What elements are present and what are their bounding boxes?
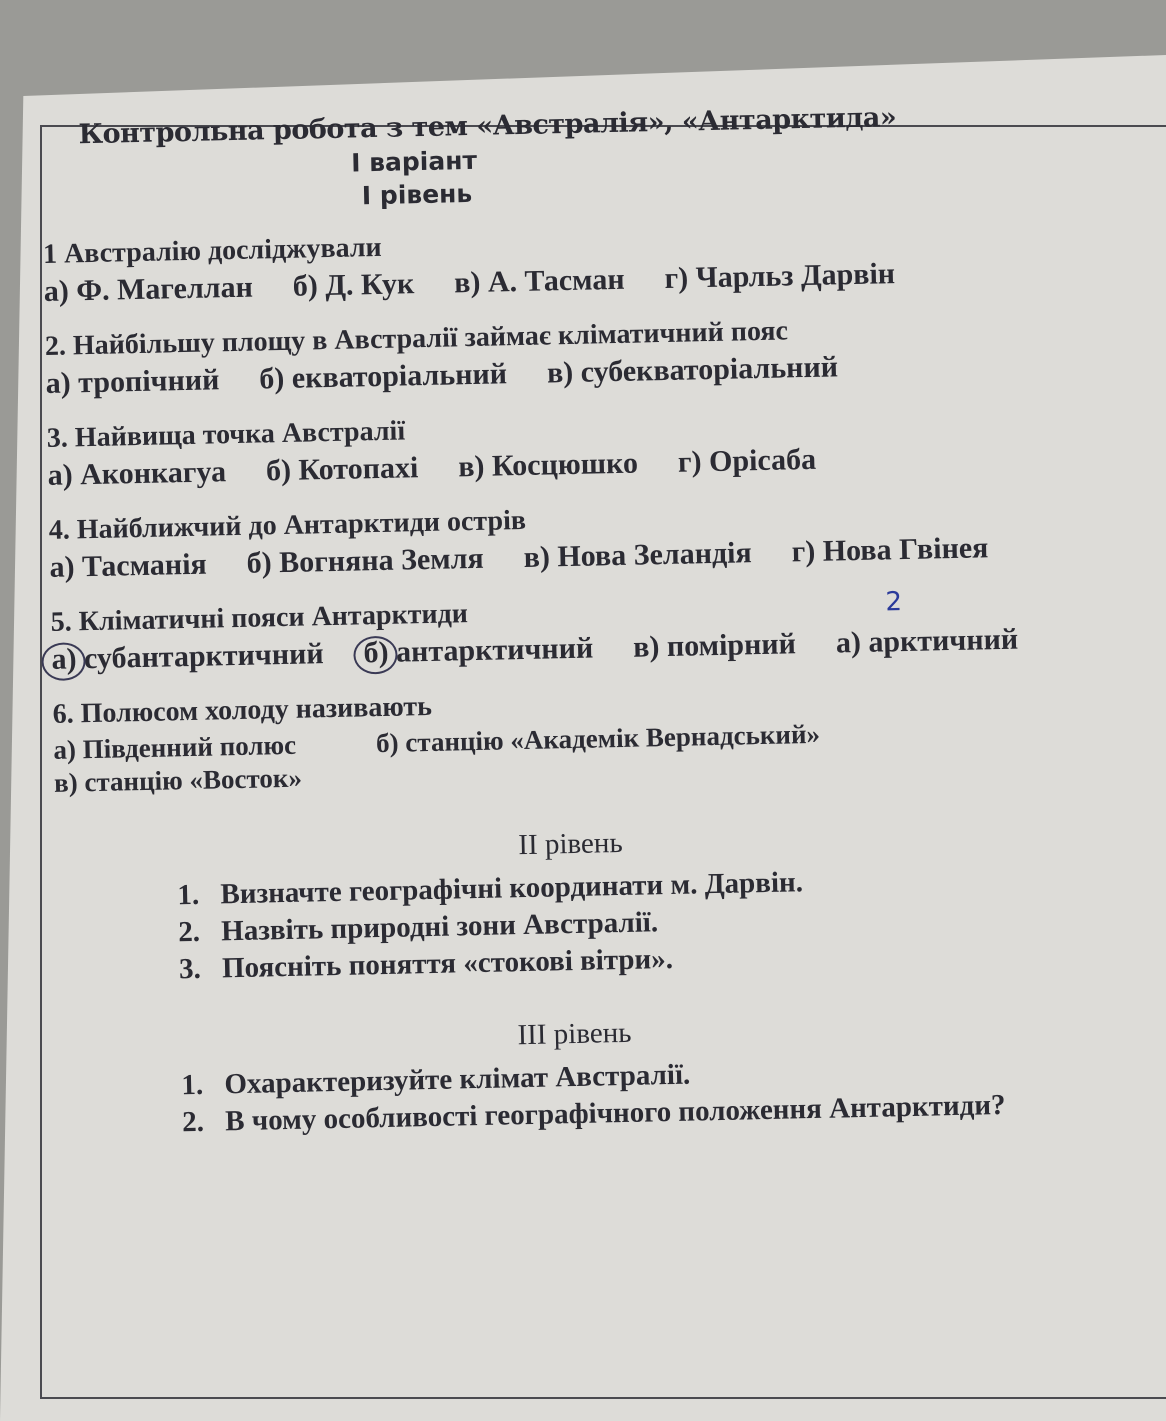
option-a-circled: а) субантарктичний (51, 637, 324, 676)
test-document (40, 87, 1151, 1146)
option-c: в) А. Тасман (453, 262, 625, 300)
option-c: в) Нова Зеландія (523, 536, 753, 574)
option-d: а) арктичний (835, 622, 1019, 660)
option-c: в) субекваторіальний (546, 350, 839, 390)
question-text: 5. Кліматичні пояси Антарктиди (50, 598, 469, 638)
question-6 (52, 676, 1144, 799)
option-b: б) Д. Кук (292, 267, 415, 303)
question-text: 6. Полюсом холоду називають (52, 690, 433, 730)
level2-item: 3. Поясніть поняття «стокові вітри». (208, 933, 1148, 986)
option-c: в) станцію «Восток» (53, 762, 303, 798)
level2-title: II рівень (518, 826, 623, 862)
option-b-circled: б) антарктичний (363, 631, 594, 670)
question-3 (47, 400, 1138, 493)
level1-title: І рівень (361, 178, 473, 211)
option-d: г) Орісаба (677, 442, 817, 479)
question-1 (43, 216, 1134, 309)
option-a: а) Аконкагуа (47, 455, 227, 492)
option-c: в) Косцюшко (457, 446, 639, 484)
question-4 (48, 492, 1139, 585)
option-a: а) Південний полюс (53, 729, 297, 765)
level2-list (56, 859, 1148, 989)
level2-item: 2. Назвіть природні зони Австралії. (207, 896, 1147, 949)
option-a: а) тропічний (45, 363, 220, 400)
option-c: в) помірний (632, 627, 797, 664)
option-b: б) станцію «Академік Вернадський» (375, 718, 821, 759)
handwritten-mark: 2 (885, 587, 903, 618)
level2-item: 1. Визначте географічні координати м. Дарвін. (206, 859, 1146, 912)
option-d: г) Чарльз Дарвін (664, 257, 896, 295)
question-text: 1 Австралію досліджували (42, 231, 382, 270)
option-a: а) Ф. Магеллан (43, 270, 254, 308)
question-text: 3. Найвища точка Австралії (46, 415, 406, 454)
variant-label: I варіант (350, 145, 478, 178)
option-b: б) Котопахі (265, 451, 419, 488)
question-5 (50, 584, 1141, 677)
level3-item: 1. Охарактеризуйте клімат Австралії. (210, 1049, 1150, 1102)
option-a: а) Тасманія (49, 547, 208, 584)
option-b: б) Вогняна Земля (246, 541, 485, 580)
level3-item: 2. В чому особливості географічного положення Антарктиди? (211, 1086, 1151, 1139)
question-text: 2. Найбільшу площу в Австралії займає кліматичний пояс (44, 315, 789, 362)
option-d: г) Нова Гвінея (791, 531, 989, 569)
level3-title: III рівень (517, 1016, 632, 1052)
page-title: Контрольна робота з тем «Австралія», «Антарктида» (78, 102, 897, 151)
option-b: б) екваторіальний (259, 357, 508, 396)
question-2 (45, 308, 1136, 401)
question-text: 4. Найближчий до Антарктиди острів (48, 504, 527, 546)
